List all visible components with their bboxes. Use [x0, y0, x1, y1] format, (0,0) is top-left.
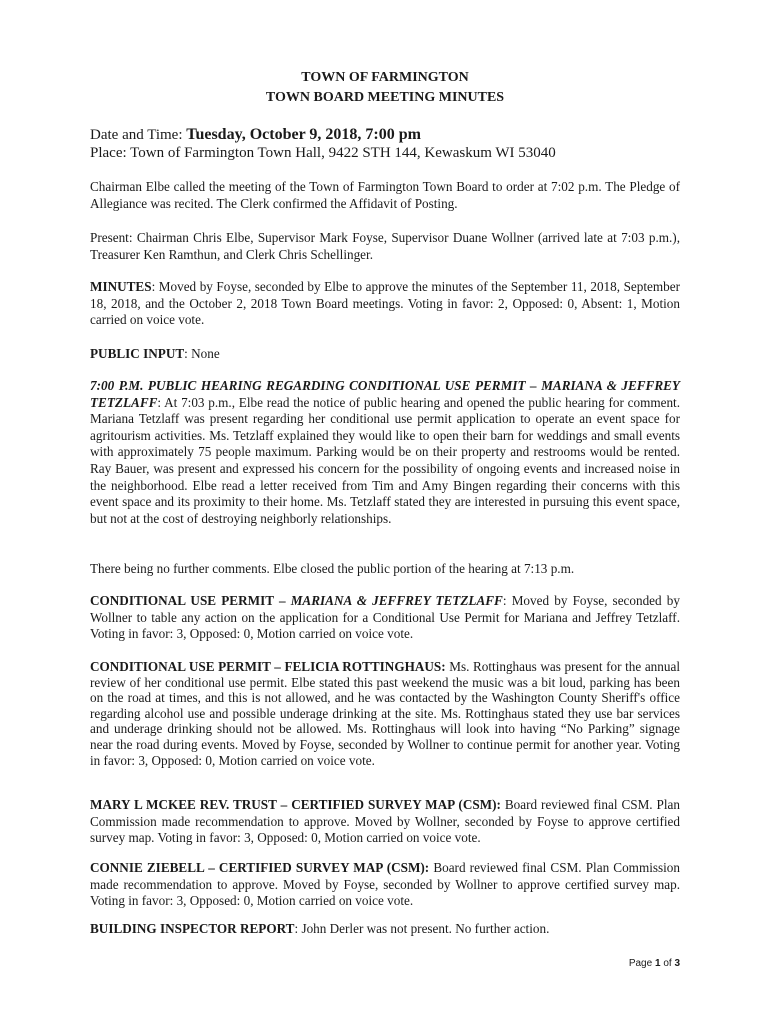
inspector-text: : John Derler was not present. No further action. [294, 921, 550, 936]
csm2-paragraph [90, 860, 680, 910]
meeting-date-line [90, 126, 421, 144]
page-footer [90, 958, 680, 969]
csm1-text: Board reviewed final CSM. Plan Commission made recommendation to approve. Moved by Wollner, seconded by Foyse to approve certified survey map. Voting in favor: 3, Opposed: 0, Motion carried on voice vote. [90, 797, 681, 846]
public-input-heading: PUBLIC INPUT [90, 346, 185, 361]
cup2-text: Ms. Rottinghaus was present for the annual review of her conditional use permit. Elbe stated this past weekend the music was a bit loud, parking has been on the road at times, and this is not allowed, and he was contacted by the Washington County Sheriff's office regarding alcohol use and possible underage drinking at the site. Ms. Rottinghaus stated they use bar services and underage drinking should not be allowed. Ms. Rottinghaus will look into having “No Parking” signage near the road during events. Moved by Foyse, seconded by Wollner to continue permit for another year. Voting in favor: 3, Opposed: 0, Motion carried on voice vote. [90, 659, 680, 768]
hearing-closed-paragraph: There being no further comments. Elbe closed the public portion of the hearing at 7:13 p.m. [90, 561, 575, 576]
meeting-place: Place: Town of Farmington Town Hall, 9422 STH 144, Kewaskum WI 53040 [90, 145, 556, 161]
page-of-label: of [663, 958, 672, 969]
present-paragraph: Present: Chairman Chris Elbe, Supervisor Mark Foyse, Supervisor Duane Wollner (arrived late at 7:03 p.m.), Treasurer Ken Ramthun, and Clerk Chris Schellinger. [90, 230, 680, 262]
inspector-heading: BUILDING INSPECTOR REPORT [90, 921, 295, 936]
page-total: 3 [674, 958, 680, 969]
minutes-heading: MINUTES [90, 279, 152, 294]
csm1-heading: MARY L MCKEE REV. TRUST – CERTIFIED SURVEY MAP (CSM): [90, 797, 501, 812]
cup2-heading: CONDITIONAL USE PERMIT – FELICIA ROTTINGHAUS: [90, 659, 446, 674]
page-label: Page [628, 958, 653, 969]
document-title: TOWN OF FARMINGTON [301, 70, 469, 85]
inspector-paragraph [90, 921, 680, 938]
public-input-paragraph [90, 346, 680, 363]
minutes-text: : Moved by Foyse, seconded by Elbe to approve the minutes of the September 11, 2018, September 18, 2018, and the October 2, 2018 Town Board meetings. Voting in favor: 2, Opposed: 0, Absent: 1, Motion carried on voice vote. [90, 279, 680, 328]
minutes-paragraph [90, 279, 680, 329]
public-input-text: : None [184, 346, 220, 361]
hearing-paragraph [90, 378, 680, 527]
csm2-text: Board reviewed final CSM. Plan Commission made recommendation to approve. Moved by Foyse, seconded by Wollner to approve certified survey map. Voting in favor: 3, Opposed: 0, Motion carried on voice vote. [90, 860, 680, 909]
cup1-heading-names: MARIANA & JEFFREY TETZLAFF [290, 593, 503, 608]
hearing-text: : At 7:03 p.m., Elbe read the notice of public hearing and opened the public hearing for comment. Mariana Tetzlaff was present regarding her conditional use permit application to operate an event space for agritourism activities. Ms. Tetzlaff explained they would like to open their barn for weddings and small events with approximately 75 people maximum. Parking would be on their property and restrooms would be rented. Ray Bauer, was present and expressed his concern for the possibility of ongoing events and increased noise in the neighborhood. Elbe read a letter received from Tim and Amy Bingen regarding their concerns with this event space and its proximity to their home. Ms. Tetzlaff stated they are interested in pursuing this event space, but not at the cost of destroying neighborly relationships. [90, 394, 680, 526]
page-number: 1 [654, 958, 661, 969]
cup1-paragraph [90, 593, 680, 643]
cup1-heading: CONDITIONAL USE PERMIT – [90, 593, 291, 608]
cup2-paragraph [90, 659, 680, 768]
csm1-paragraph [90, 797, 680, 847]
call-to-order-paragraph: Chairman Elbe called the meeting of the Town of Farmington Town Board to order at 7:02 p.m. The Pledge of Allegiance was recited. The Clerk confirmed the Affidavit of Posting. [90, 179, 680, 211]
cup1-text: : Moved by Foyse, seconded by Wollner to table any action on the application for a Conditional Use Permit for Mariana and Jeffrey Tetzlaff. Voting in favor: 3, Opposed: 0, Motion carried on voice vote. [90, 593, 680, 642]
date-value: Tuesday, October 9, 2018, 7:00 pm [186, 126, 421, 143]
document-subtitle: TOWN BOARD MEETING MINUTES [265, 90, 505, 105]
csm2-heading: CONNIE ZIEBELL – CERTIFIED SURVEY MAP (CSM): [90, 860, 430, 875]
hearing-heading: 7:00 P.M. PUBLIC HEARING REGARDING CONDITIONAL USE PERMIT – MARIANA & JEFFREY TETZLAFF [90, 378, 680, 410]
date-label: Date and Time: [90, 127, 183, 143]
